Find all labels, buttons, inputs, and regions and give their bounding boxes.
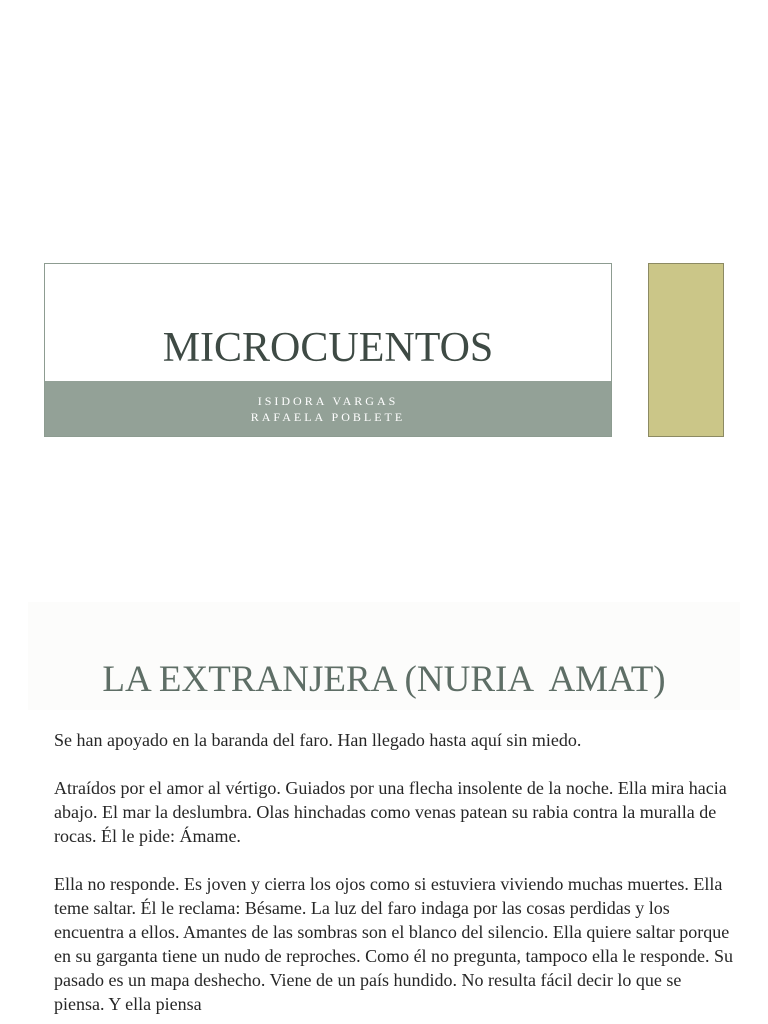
author-1: ISIDORA VARGAS [257,393,399,408]
story-body [54,728,734,1024]
heading-area [28,602,740,710]
authors-band [45,381,611,436]
paragraph-3: Ella no responde. Es joven y cierra los ojos como si estuviera viviendo muchas muertes. Ella teme saltar. Él le reclama: Bésame. La luz del faro indaga por las cosas perdidas y los encuentra a ellos. Amantes de las sombras son el blanco del silencio. Ella quiere saltar porque en su garganta tiene un nudo de reproches. Como él no pregunta, tampoco ella le responde. Su pasado es un mapa deshecho. Viene de un país hundido. No resulta fácil decir lo que se piensa. Y ella piensa [54,874,733,1014]
accent-rectangle [648,263,724,437]
title-box [44,263,612,437]
presentation-title: MICROCUENTOS [162,325,494,371]
paragraph-1: Se han apoyado en la baranda del faro. Han llegado hasta aquí sin miedo. [54,730,582,750]
author-2: RAFAELA POBLETE [250,409,406,424]
story-heading: LA EXTRANJERA (NURIA AMAT) [102,659,666,700]
paragraph-2: Atraídos por el amor al vértigo. Guiados por una flecha insolente de la noche. Ella mira hacia abajo. El mar la deslumbra. Olas hinchadas como venas patean su rabia contra la muralla de rocas. Él le pide: Ámame. [54,778,727,846]
content-slide [0,576,768,1024]
